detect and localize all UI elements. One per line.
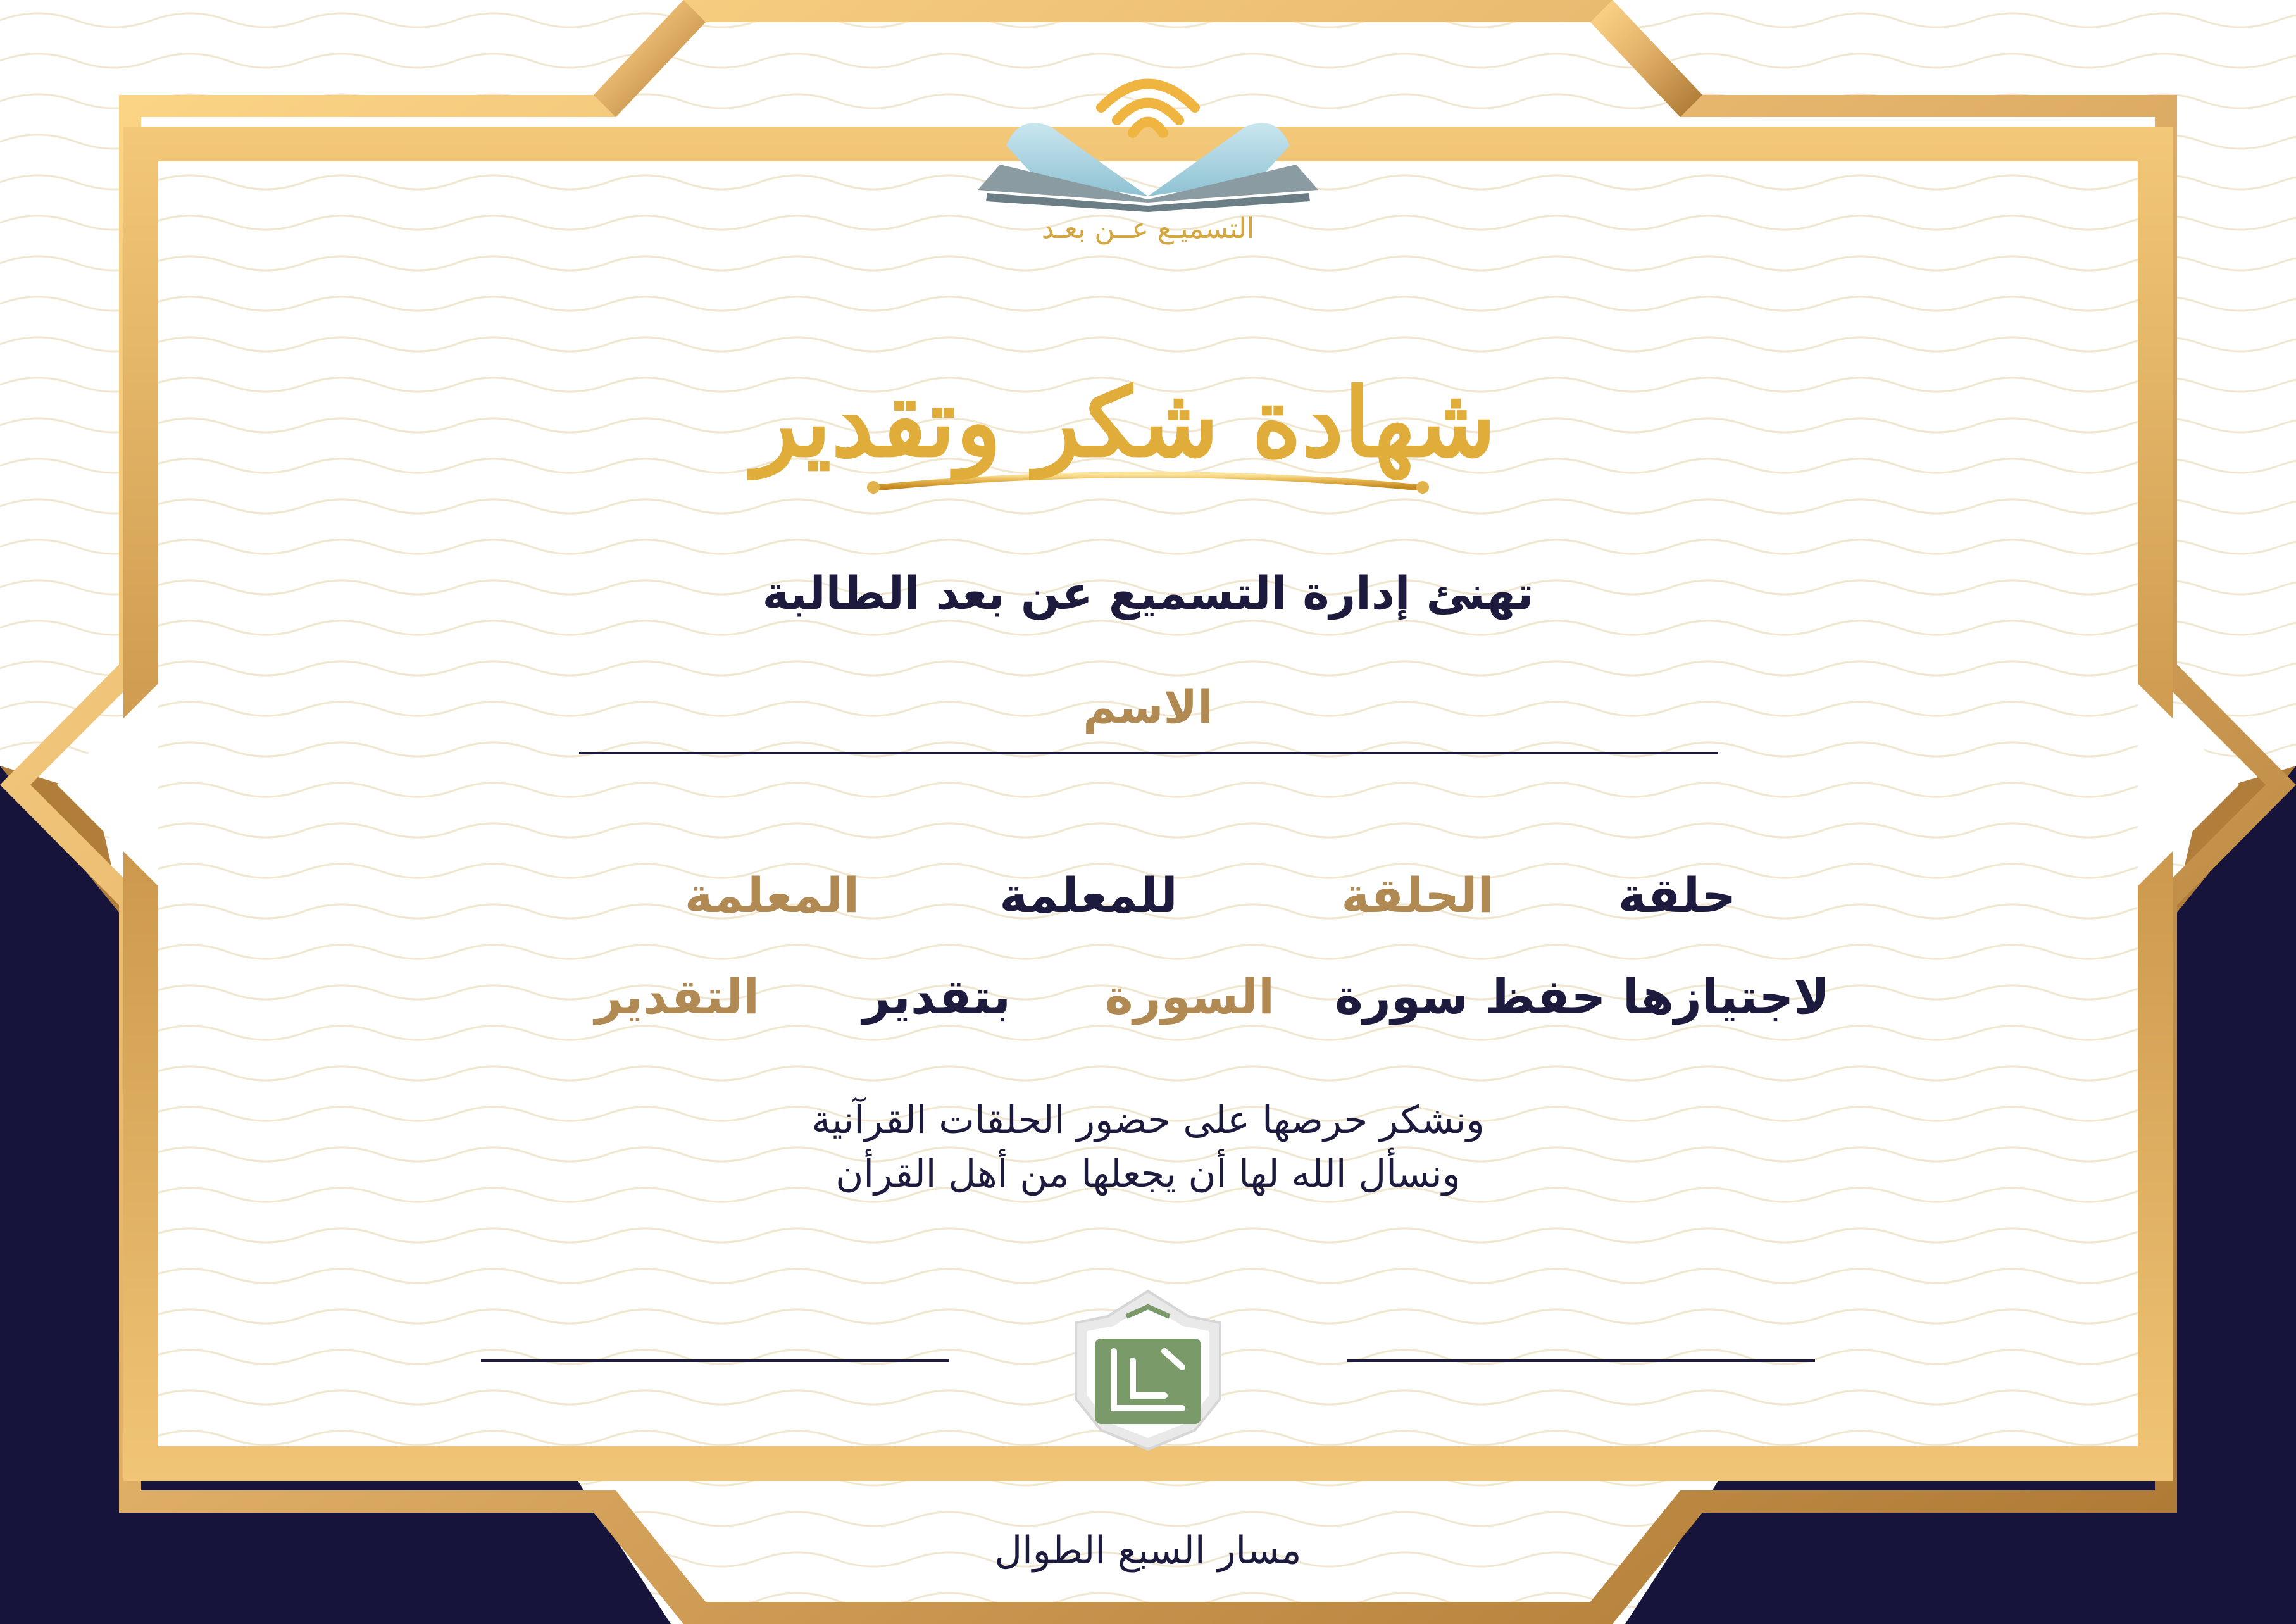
grade-value: التقدير (594, 968, 760, 1025)
surah-value: السورة (1104, 968, 1275, 1025)
logo-caption: التسميـع عــن بعـد (1041, 213, 1255, 245)
intro-text: تهنئ إدارة التسميع عن بعد الطالبة (762, 566, 1534, 620)
surah-label: لاجتيازها حفظ سورة (1335, 968, 1830, 1025)
grade-label: بتقدير (863, 968, 1011, 1025)
thanks-line-2: ونسأل الله لها أن يجعلها من أهل القرأن (835, 1152, 1461, 1196)
footer-track-name: مسار السبع الطوال (994, 1528, 1302, 1573)
student-name-placeholder: الاسم (1083, 680, 1213, 734)
teacher-value: المعلمة (684, 867, 860, 923)
circle-value: الحلقة (1341, 867, 1494, 923)
thanks-line-1: ونشكر حرصها على حضور الحلقات القرآنية (811, 1098, 1485, 1142)
circle-label: حلقة (1618, 867, 1737, 923)
teacher-label: للمعلمة (999, 867, 1178, 923)
certificate-title: شهادة شكر وتقدير (752, 367, 1496, 478)
